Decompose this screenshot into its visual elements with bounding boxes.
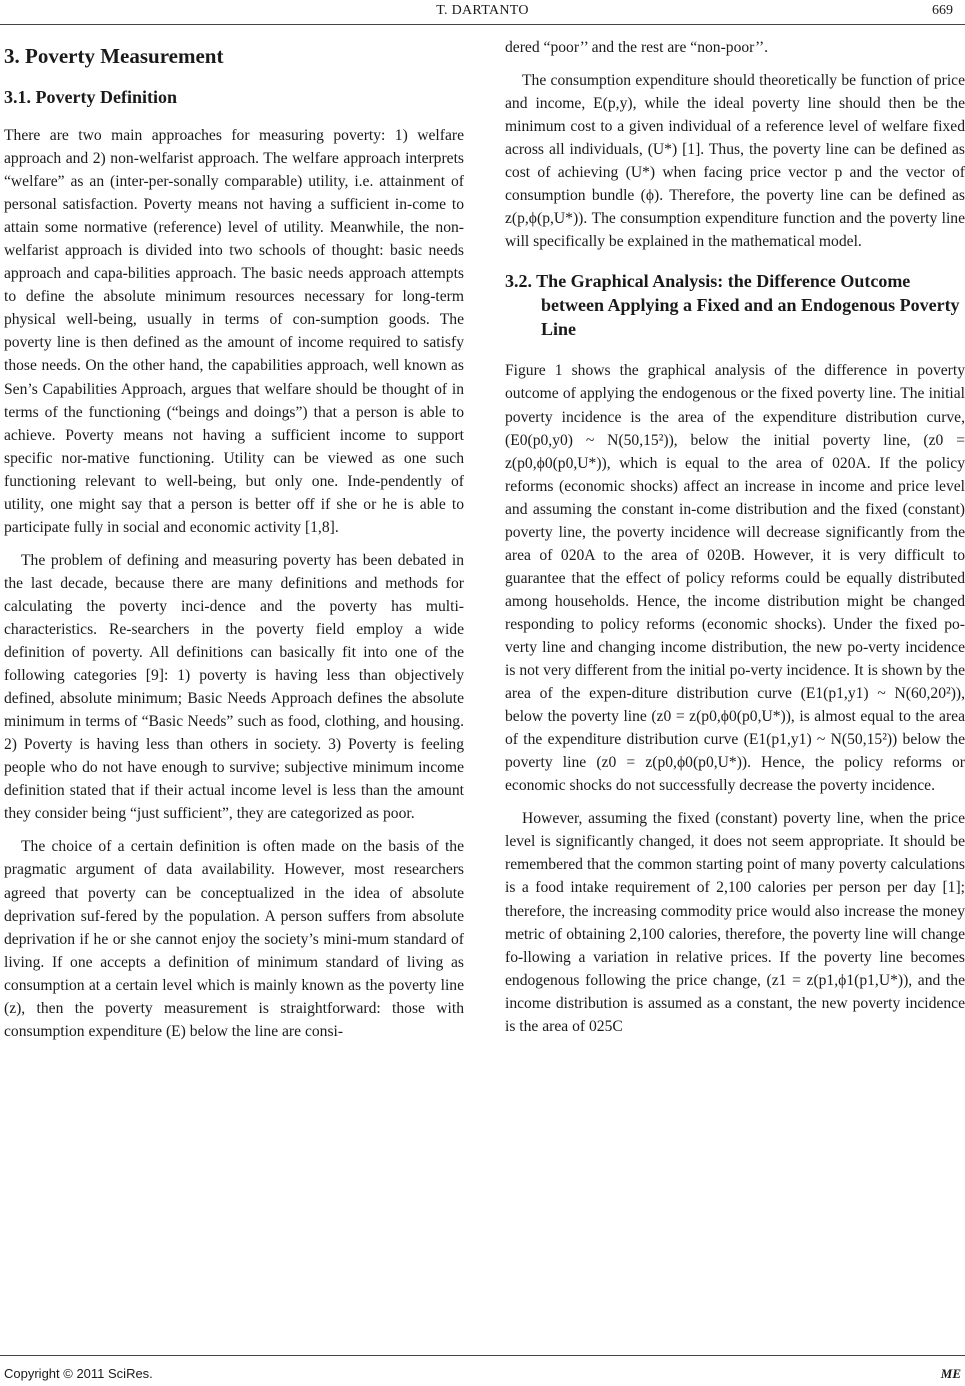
page-number: 669	[932, 3, 953, 18]
paragraph: dered “poor’’ and the rest are “non-poor’’.	[505, 39, 769, 56]
subsection-title-3-1: 3.1. Poverty Definition	[4, 87, 177, 107]
page-footer	[0, 1350, 965, 1380]
paragraph: However, assuming the fixed (constant) poverty line, when the price level is significantly changed, it does not seem appropriate. It should be remembered that the common starting point of many poverty calculations is a food intake requirement of 2,100 calories per person per day [1]; therefore, the increasing commodity price would also increase the money metric of obtaining 2,100 calories, therefore, the poverty line will change fo-llowing a variation in relative prices. If the poverty line becomes endogenous following the price change, (z1 = z(p1,ϕ1(p1,U*)), and the income distribution is assumed as a constant, the new poverty incidence is the area of 025C	[505, 810, 965, 1035]
paragraph: Figure 1 shows the graphical analysis of the difference in poverty outcome of applying the endogenous or the fixed poverty line. The initial poverty incidence is the area of the expenditure distribution curve, (E0(p0,y0) ~ N(50,15²)), below the initial poverty line, (z0 = z(p0,ϕ0(p0,U*)), which is equal to the area of 020A. If the policy reforms (economic shocks) affect an increase in income and price level and assuming the constant in-come distribution and the fixed (constant) poverty line, the poverty incidence will decrease significantly from the area of 020A to the area of 020B. However, it is very difficult to guarantee that the effect of policy reforms could be equally distributed among households. Hence, the income distribution might be changed responding to policy reforms (economic shocks). Under the fixed po-verty line and changing income distribution, the new po-verty incidence is not very different from the initial po-verty incidence. It is shown by the area of the expen-diture distribution curve (E1(p1,y1) ~ N(60,20²)), below the poverty line (z0 = z(p0,ϕ0(p0,U*)), is almost equal to the area of the expenditure distribution curve (E1(p1,y1) ~ N(50,15²)) below the poverty line (z0 = z(p0,ϕ0(p0,U*)). Hence, the policy reforms or economic shocks do not successfully decrease the poverty incidence.	[505, 362, 965, 795]
page-header	[0, 0, 965, 28]
section-title: 3. Poverty Measurement	[4, 44, 224, 68]
journal-abbreviation: ME	[940, 1366, 961, 1381]
paragraph: The consumption expenditure should theoretically be function of price and income, E(p,y), while the ideal poverty line should then be the minimum cost to a given individual of a reference level of welfare fixed across all individuals, (U*) [1]. Thus, the poverty line can be defined as cost of achieving (U*) when facing price vector p and the vector of consumption bundle (ϕ). Therefore, the poverty line can be defined as z(p,ϕ(p,U*)). The consumption expenditure function and the poverty line will specifically be explained in the mathematical model.	[505, 72, 965, 251]
running-head-author: T. DARTANTO	[436, 3, 529, 18]
subsection-title-3-2: 3.2. The Graphical Analysis: the Difference Outcome between Applying a Fixed and an Endogenous Poverty Line	[505, 271, 960, 340]
paragraph: There are two main approaches for measuring poverty: 1) welfare approach and 2) non-welfarist approach. The welfare approach interprets “welfare” as an (inter-per-sonally comparable) utility, i.e. attainment of personal satisfaction. Poverty means not having a sufficient in-come to attain some normative (reference) level of utility. Meanwhile, the non-welfarist approach is divided into two schools of thought: basic needs approach and capa-bilities approach. The basic needs approach attempts to define the absolute minimum resources necessary for long-term physical well-being, usually in terms of con-sumption goods. The poverty line is then defined as the amount of income required to satisfy those needs. On the other hand, the capabilities approach, well known as Sen’s Capabilities Approach, argues that welfare should be thought of in terms of the functioning (“beings and doings”) that a person is able to achieve. Poverty means not having a sufficient income to support specific nor-mative functioning. Utility can be viewed as one such functioning relevant to well-being, but only one. Inde-pendently of utility, one might say that a person is better off if she or he is able to participate fully in social and economic activity [1,8].	[4, 127, 464, 536]
right-column	[505, 36, 965, 1048]
left-column	[4, 36, 464, 1053]
header-rule	[0, 24, 965, 25]
paragraph: The choice of a certain definition is often made on the basis of the pragmatic argument of data availability. However, most researchers agreed that poverty can be conceptualized in the idea of absolute deprivation suf-fered by the population. A person suffers from absolute deprivation if he or she cannot enjoy the society’s mini-mum standard of living. If one accepts a definition of minimum standard of living as consumption at a certain level which is mainly known as the poverty line (z), then the poverty measurement is straightforward: those with consumption expenditure (E) below the line are consi-	[4, 838, 464, 1040]
footer-rule	[0, 1355, 965, 1356]
paragraph: The problem of defining and measuring poverty has been debated in the last decade, because there are many definitions and methods for calculating the poverty inci-dence and the poverty has multi-characteristics. Re-searchers in the poverty field employ a wide definition of poverty. All definitions can basically fit into one of the following categories [9]: 1) poverty is having less than objectively defined, absolute minimum; Basic Needs Approach defines the absolute minimum in terms of “Basic Needs” such as food, clothing, and housing. 2) Poverty is having less than others in society. 3) Poverty is feeling people who do not have enough to survive; subjective minimum income definition stated that if their actual income level is less than the amount they consider being “just sufficient”, they are categorized as poor.	[4, 551, 464, 823]
copyright-notice: Copyright © 2011 SciRes.	[4, 1366, 153, 1381]
